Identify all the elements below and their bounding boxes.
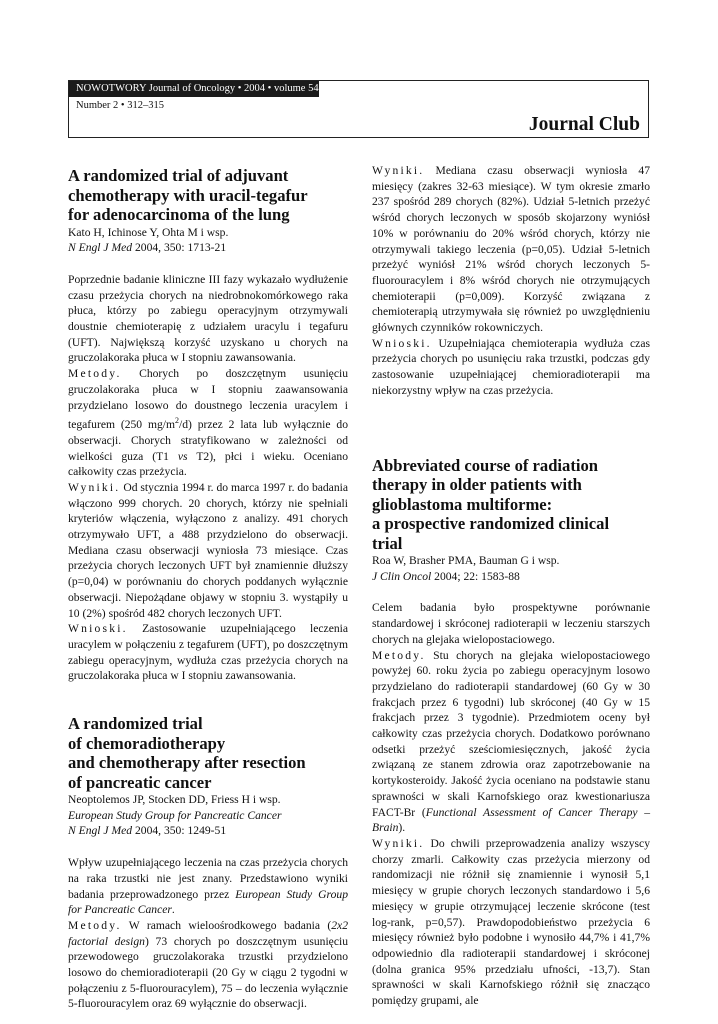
article-1-intro: Poprzednie badanie kliniczne III fazy wykazało wydłużenie czasu przeżycia chorych na niedrobnokomórkowego raka płuca, którzy po zabiegu operacyjnym otrzymywali doustnie chemioterapię z udziałem uracylu i tegafuru (UFT). Największą korzyść uzyskano u chorych na gruczolakoraka płuca w I stopniu zawansowania.	[68, 272, 348, 365]
issue-number: Number 2 • 312–315	[76, 100, 164, 111]
methods-label: Metody.	[68, 918, 122, 932]
title-line: therapy in older patients with	[372, 475, 582, 495]
title-line: of pancreatic cancer	[68, 772, 212, 792]
citation-journal: J Clin Oncol	[372, 569, 432, 583]
article-2-group: European Study Group for Pancreatic Cancer	[68, 808, 282, 822]
article-3	[372, 456, 650, 1009]
title-line: A randomized trial	[68, 714, 203, 734]
article-1-citation	[68, 240, 348, 256]
journal-name-banner: NOWOTWORY Journal of Oncology • 2004 • volume 54	[69, 81, 319, 97]
title-line: for adenocarcinoma of the lung	[68, 205, 290, 224]
article-2-results: Wyniki. Mediana czasu obserwacji wyniosła 47 miesięcy (zakres 32-63 miesiące). W tym okresie zmarło 237 spośród 289 chorych (82%). Udział 5-letnich przeżyć wśród chorych leczonych w sposób skojarzony wyniósł 10% w porównaniu do 20% wśród chorych, którzy nie otrzymywali takiego leczenia (p=0,05). Udział 5-letnich przeżyć wyniósł 21% wśród chorych leczonych 5-fluorouracylem i 8% wśród chorych nie otrzymujących chemioterapii (p=0,009). Korzyść związana z chemioterapią utrzymywała się również po uwzględnieniu głównych czynników rokowniczych.	[372, 164, 650, 335]
article-1-conclusions: Wnioski. Zastosowanie uzupełniającego leczenia uracylem w połączeniu z tegafurem (UFT), po doszczętnym zabiegu operacyjnym, wydłuża czas przeżycia chorych na gruczolakoraka płuca w I stopniu zawansowania.	[68, 622, 348, 683]
article-1-title	[68, 166, 348, 225]
conclusions-label: Wnioski.	[68, 622, 128, 636]
article-3-authors: Roa W, Brasher PMA, Bauman G i wsp.	[372, 554, 560, 568]
title-line: chemotherapy with uracil-tegafur	[68, 185, 308, 205]
article-3-citation	[372, 569, 650, 585]
title-line: glioblastoma multiforme:	[372, 494, 553, 514]
article-1	[68, 166, 348, 684]
article-2-continued	[372, 163, 650, 399]
article-2-intro: Wpływ uzupełniającego leczenia na czas przeżycia chorych na raka trzustki nie jest znany. Przedstawiono wyniki badania przeprowadzonego przez European Study Group for Pancreatic Cancer.	[68, 856, 348, 917]
citation-journal: N Engl J Med	[68, 241, 133, 255]
article-3-title	[372, 456, 650, 554]
article-2	[68, 714, 348, 1012]
article-2-methods: Metody. W ramach wieloośrodkowego badania (2x2 factorial design) 73 chorych po doszczętnym usunięciu przewodowego gruczolakoraka trzustki przydzielono losowo do chemioradioterapii (20 Gy w ciągu 2 tygodni w połączeniu z 5-fluorouracylem), 75 – do leczenia wyłącznie 5-fluorouracylem oraz 69 wyłącznie do obserwacji.	[68, 918, 348, 1011]
citation-details: 2004, 350: 1249-51	[132, 824, 227, 838]
article-1-results: Wyniki. Od stycznia 1994 r. do marca 1997 r. do badania włączono 999 chorych. 20 chorych, którzy nie spełniali kryteriów włączenia, wyłączono z analizy. 491 chorych otrzymywało UFT, a 488 przydzielono do obserwacji. Mediana czasu obserwacji wyniosła 73 miesiące. Czas przeżycia chorych leczonych UFT był znamiennie dłuższy (p=0,04) w porównaniu do chorych poddanych wyłącznie obserwacji. Niepożądane objawy w stopniu 3. wystąpiły u 10 (2%) spośród 482 chorych leczonych UFT.	[68, 480, 348, 620]
article-3-methods: Metody. Stu chorych na glejaka wielopostaciowego powyżej 60. roku życia po zabiegu operacyjnym losowo przydzielano do radioterapii standardowej (60 Gy w 30 frakcjach przez 6 tygodni) lub skróconej (40 Gy w 15 frakcjach przez 3 tygodnie). Przedmiotem oceny był całkowity czas przeżycia chorych. Dodatkowo porównano odsetki przeżyć sześciomiesięcznych, jakość życia związaną ze stanem zdrowia oraz zapotrzebowanie na kortykosteroidy. Jakość życia oceniano na podstawie stanu sprawności w skali Karnofskiego oraz kwestionariusza FACT-Br (Functional Assessment of Cancer Therapy – Brain).	[372, 648, 650, 835]
left-column	[68, 166, 348, 1012]
citation-details: 2004; 22: 1583-88	[431, 569, 520, 583]
article-2-citation	[68, 823, 348, 839]
title-line: a prospective randomized clinical	[372, 514, 610, 534]
citation-journal: N Engl J Med	[68, 824, 133, 838]
methods-label: Metody.	[372, 648, 426, 662]
article-3-intro: Celem badania było prospektywne porównanie standardowej i skróconej radioterapii w leczeniu starszych chorych na glejaka wielopostaciowego.	[372, 601, 650, 646]
citation-details: 2004, 350: 1713-21	[132, 241, 227, 255]
article-2-authors: Neoptolemos JP, Stocken DD, Friess H i wsp.	[68, 793, 281, 807]
journal-header	[68, 80, 649, 138]
results-label: Wyniki.	[68, 480, 121, 494]
article-3-results: Wyniki. Do chwili przeprowadzenia analizy wszyscy chorzy zmarli. Całkowity czas przeżycia mierzony od randomizacji nie różnił się znamiennie i wynosił 5,1 miesięcy w grupie chorych leczonych standardowo i 5,6 miesięcy w grupie otrzymującej leczenie skrócone (test log-rank, p=0,57). Prawdopodobieństwo przeżycia 6 miesięcy również było podobne i wynosiło 44,7% i 41,7% odpowiednio dla radioterapii standardowej i skróconej (dolna granica 95% przedziału ufności, -13,7). Stan sprawności w skali Karnofskiego różnił się znacząco pomiędzy grupami, ale	[372, 837, 650, 1008]
title-line: trial	[372, 533, 403, 553]
title-line: and chemotherapy after resection	[68, 753, 306, 773]
conclusions-label: Wnioski.	[372, 336, 432, 350]
article-1-authors: Kato H, Ichinose Y, Ohta M i wsp.	[68, 225, 229, 239]
title-line: A randomized trial of adjuvant	[68, 166, 289, 185]
results-label: Wyniki.	[372, 164, 425, 177]
right-column	[372, 163, 650, 1009]
article-1-methods: Metody. Chorych po doszczętnym usunięciu gruczolakoraka płuca w I stopniu zaawansowania przydzielano losowo do doustnego leczenia uracylem i tegafurem (250 $mg/m^2/d$) przez 2 lata lub wyłącznie do obserwacji. Chorych stratyfikowano w zależności od wielkości guza (T1 vs T2), płci i wieku. Oceniano całkowity czas przeżycia.	[68, 367, 348, 479]
results-label: Wyniki.	[372, 837, 425, 850]
section-title: Journal Club	[528, 114, 640, 135]
title-line: Abbreviated course of radiation	[372, 455, 599, 475]
article-2-title	[68, 714, 348, 792]
title-line: of chemoradiotherapy	[68, 733, 226, 753]
article-2-conclusions: Wnioski. Uzupełniająca chemioterapia wydłuża czas przeżycia chorych po usunięciu raka trzustki, podczas gdy zastosowanie uzupełniającej chemioradioterapii ma niekorzystny wpływ na czas przeżycia.	[372, 336, 650, 397]
methods-label: Metody.	[68, 367, 122, 381]
